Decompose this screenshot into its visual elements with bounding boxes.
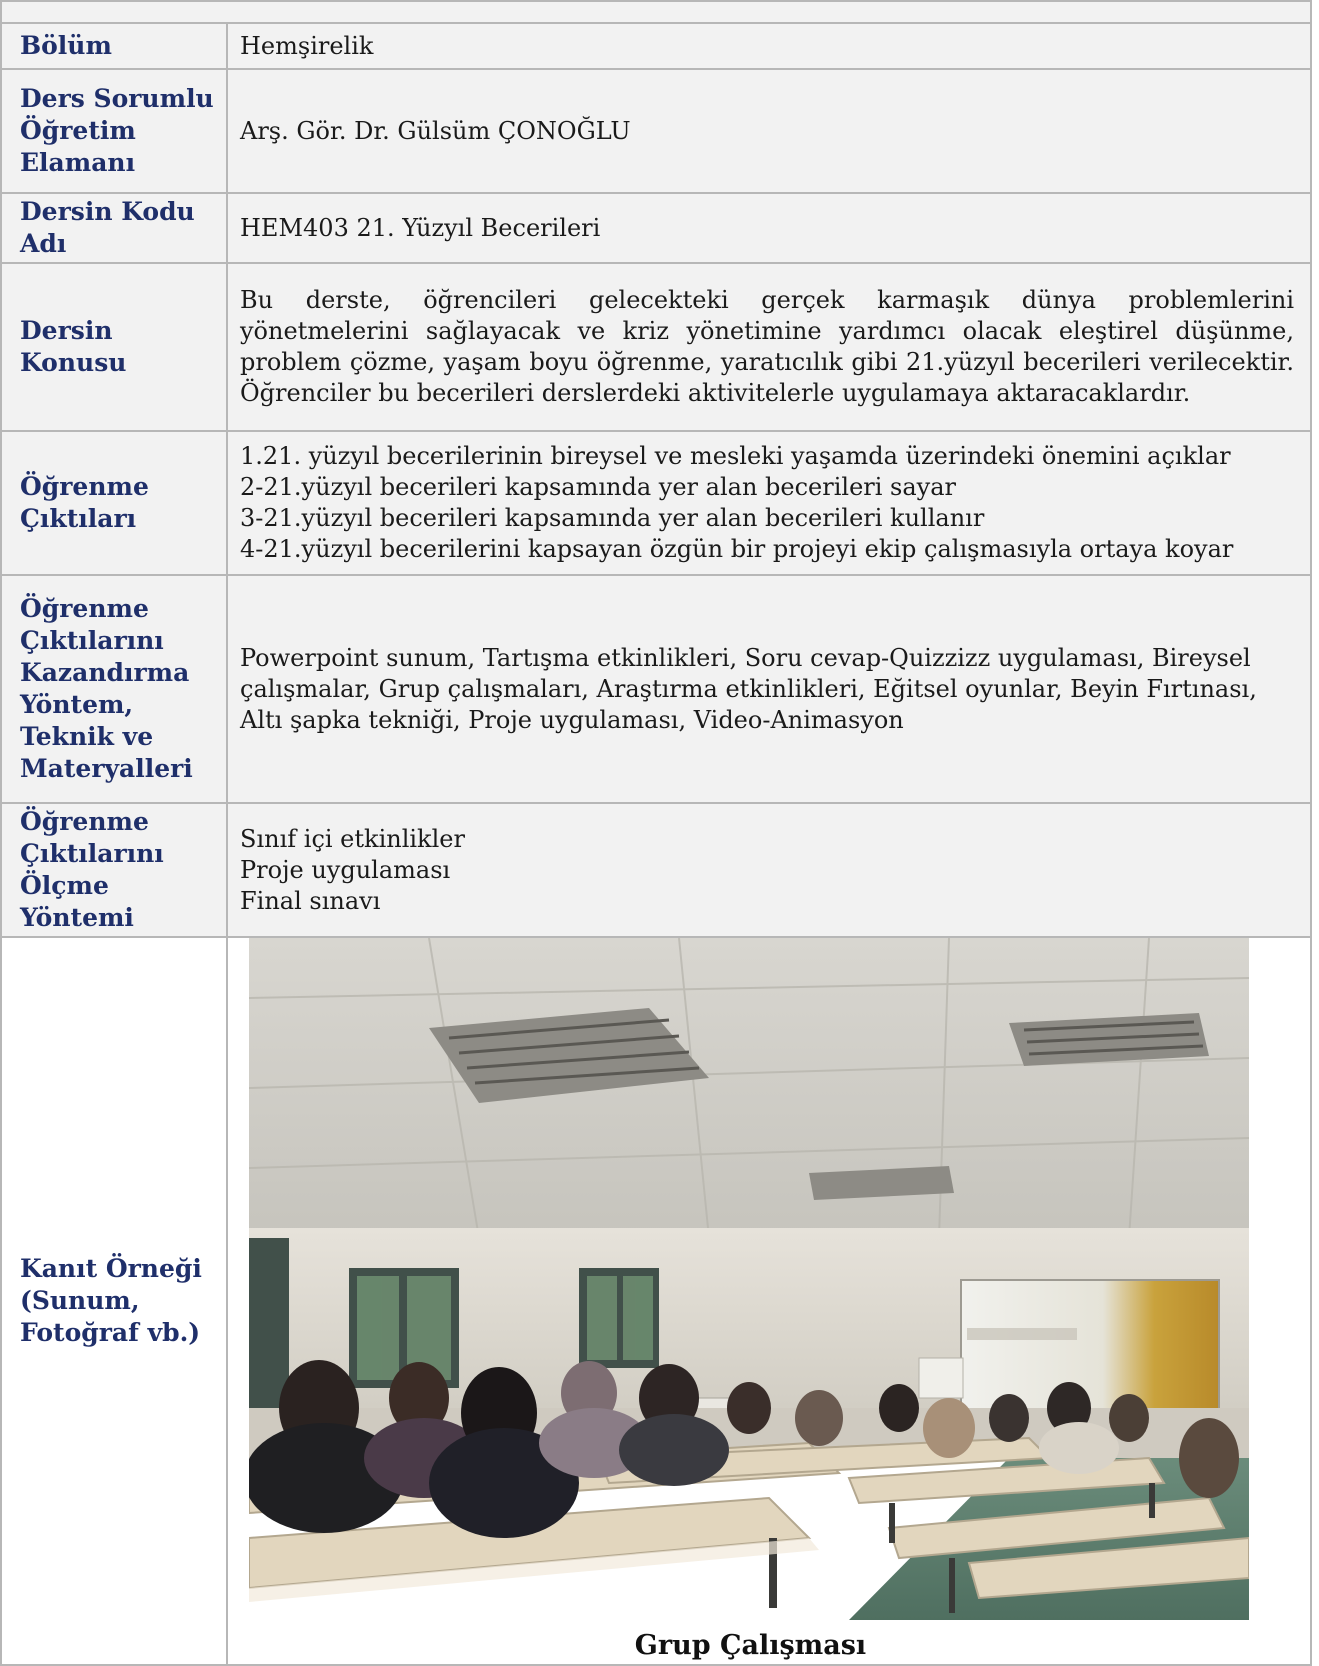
list-item: 4-21.yüzyıl becerilerini kapsayan özgün bir projeyi ekip çalışmasıyla ortaya koyar	[240, 535, 1234, 563]
row-label-ders-kodu	[1, 193, 227, 263]
label-line: Fotoğraf vb.)	[20, 1318, 201, 1347]
label-line: Çıktıları	[20, 504, 137, 533]
row-label-ders-konusu: Dersin Konusu	[1, 263, 227, 431]
row-label-kazandirma	[1, 575, 227, 803]
table-row	[1, 263, 1311, 431]
label-line: Öğretim	[20, 116, 136, 145]
row-value-ogrenme-ciktilari	[227, 431, 1311, 575]
list-item: Sınıf içi etkinlikler	[240, 824, 465, 853]
table-row	[1, 69, 1311, 193]
label-line: Yöntemi	[20, 903, 134, 932]
label-line: Yöntem,	[20, 690, 134, 719]
table-row	[1, 937, 1311, 1665]
label-line: Kanıt Örneği	[20, 1254, 202, 1283]
list-item: Proje uygulaması	[240, 855, 451, 884]
label-line: Çıktılarını	[20, 839, 164, 868]
row-value-ders-sorumlu: Arş. Gör. Dr. Gülsüm ÇONOĞLU	[227, 69, 1311, 193]
table-row	[1, 193, 1311, 263]
label-line: (Sunum,	[20, 1286, 140, 1315]
row-value-kanit	[227, 937, 1311, 1665]
table-row	[1, 803, 1311, 937]
row-value-kazandirma: Powerpoint sunum, Tartışma etkinlikleri, Soru cevap-Quizzizz uygulaması, Bireysel çalışmalar, Grup çalışmaları, Araştırma etkinlikleri, Eğitsel oyunlar, Beyin Fırtınası, Altı şapka tekniği, Proje uygulaması, Video-Animasyon	[227, 575, 1311, 803]
row-value-ders-kodu: HEM403 21. Yüzyıl Becerileri	[227, 193, 1311, 263]
label-line: Materyalleri	[20, 754, 193, 783]
table-row	[1, 575, 1311, 803]
label-line: Öğrenme	[20, 594, 149, 623]
label-line: Teknik ve	[20, 722, 154, 751]
table-header-row	[1, 1, 1311, 23]
label-line: Elamanı	[20, 148, 136, 177]
label-line: Çıktılarını	[20, 626, 164, 655]
row-value-bolum: Hemşirelik	[227, 23, 1311, 69]
table-row	[1, 23, 1311, 69]
header-spacer-cell	[1, 1, 1311, 23]
row-value-ders-konusu: Bu derste, öğrencileri gelecekteki gerçek karmaşık dünya problemlerini yönetmelerini sağlayacak ve kriz yönetimine yardımcı olacak eleştirel düşünme, problem çözme, yaşam boyu öğrenme, yaratıcılık gibi 21.yüzyıl becerileri verilecektir. Öğrenciler bu becerileri derslerdeki aktivitelerle uygulamaya aktaracaklardır.	[227, 263, 1311, 431]
row-label-olcme	[1, 803, 227, 937]
list-item: 1.21. yüzyıl becerilerinin bireysel ve mesleki yaşamda üzerindeki önemini açıklar	[240, 442, 1231, 470]
row-value-olcme	[227, 803, 1311, 937]
label-line: Adı	[20, 229, 67, 258]
label-line: Kazandırma	[20, 658, 190, 687]
row-label-kanit	[1, 937, 227, 1665]
label-line: Öğrenme	[20, 472, 149, 501]
list-item: 3-21.yüzyıl becerileri kapsamında yer alan becerileri kullanır	[240, 504, 985, 532]
photo-caption: Grup Çalışması	[634, 1630, 867, 1661]
classroom-photo	[249, 938, 1249, 1620]
list-item: Final sınavı	[240, 886, 381, 915]
row-label-ogrenme-ciktilari	[1, 431, 227, 575]
table-row	[1, 431, 1311, 575]
label-line: Ölçme	[20, 871, 109, 900]
label-line: Öğrenme	[20, 807, 149, 836]
row-label-bolum: Bölüm	[1, 23, 227, 69]
label-line: Ders Sorumlu	[20, 84, 214, 113]
classroom-photo-illustration	[249, 938, 1249, 1620]
label-line: Dersin Kodu	[20, 197, 195, 226]
list-item: 2-21.yüzyıl becerileri kapsamında yer alan becerileri sayar	[240, 473, 957, 501]
row-label-ders-sorumlu	[1, 69, 227, 193]
